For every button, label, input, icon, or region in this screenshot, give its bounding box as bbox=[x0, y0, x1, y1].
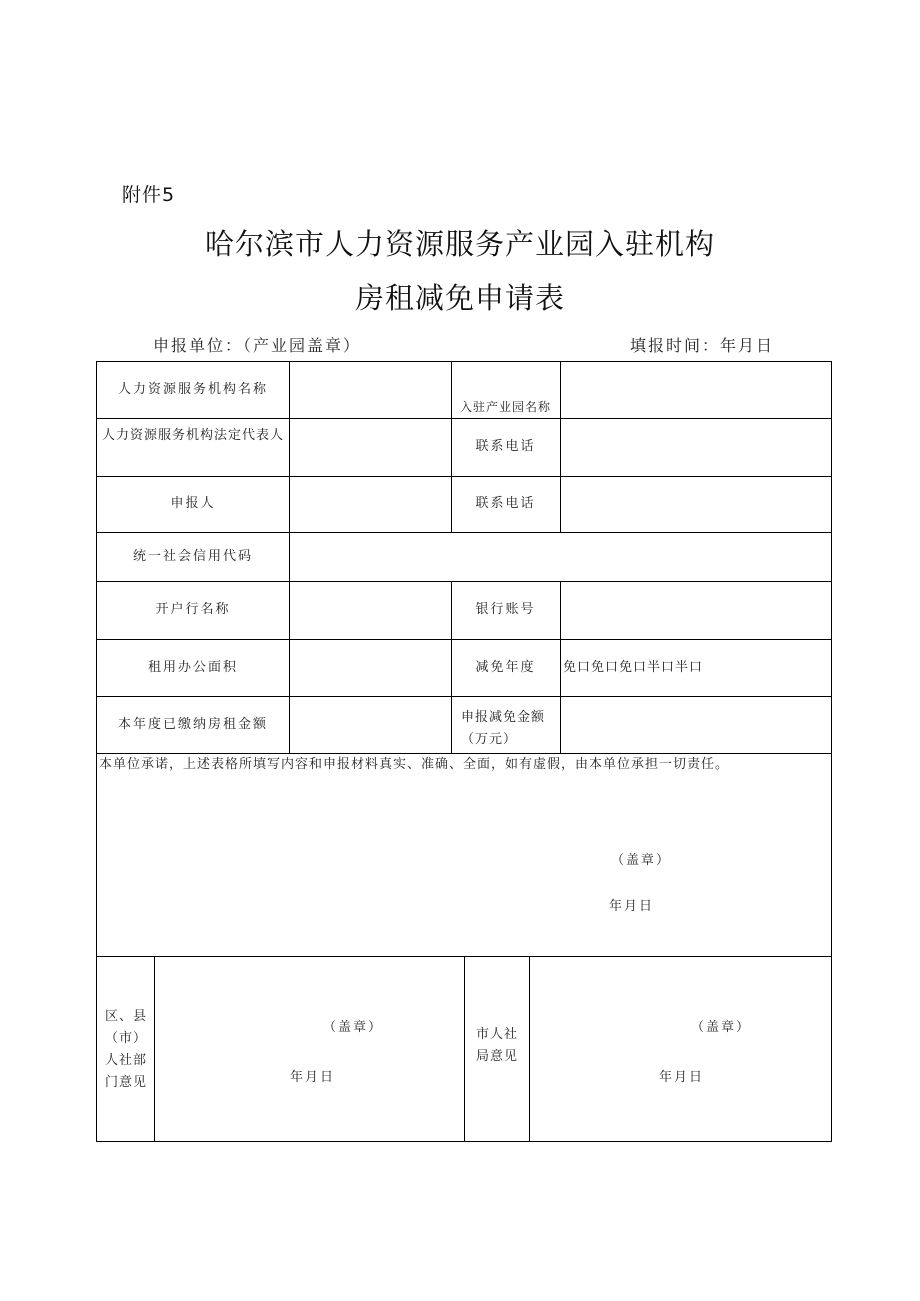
org-name-label: 人力资源服务机构名称 bbox=[117, 382, 268, 397]
contact-phone-label-2: 联系电话 bbox=[475, 496, 536, 511]
park-name-label: 入驻产业园名称 bbox=[459, 400, 551, 414]
rent-paid-label: 本年度已缴纳房租金额 bbox=[117, 717, 268, 732]
fill-time-label: 填报时间：年月日 bbox=[630, 336, 775, 355]
reduction-amount-field[interactable] bbox=[561, 697, 831, 753]
bank-account-label: 银行账号 bbox=[475, 602, 536, 617]
annex-label: 附件5 bbox=[122, 184, 176, 206]
reduction-amount-label: 申报减免金额（万元） bbox=[461, 710, 546, 747]
applicant-field[interactable] bbox=[290, 477, 451, 532]
office-area-field[interactable] bbox=[290, 640, 451, 696]
legal-rep-label: 人力资源服务机构法定代表人 bbox=[101, 428, 284, 443]
contact-phone-label-1: 联系电话 bbox=[475, 439, 536, 454]
reduction-year-options[interactable]: 免口免口免口半口半口 bbox=[563, 660, 704, 675]
credit-code-label: 统一社会信用代码 bbox=[132, 549, 253, 564]
bank-name-field[interactable] bbox=[290, 582, 451, 639]
park-name-field[interactable] bbox=[561, 362, 831, 418]
commitment-seal: （盖章） bbox=[611, 853, 672, 868]
district-date: 年月日 bbox=[290, 1070, 336, 1085]
city-seal: （盖章） bbox=[691, 1020, 752, 1035]
credit-code-field[interactable] bbox=[290, 533, 831, 581]
city-opinion-label: 市人社局意见 bbox=[476, 1027, 519, 1064]
bank-account-field[interactable] bbox=[561, 582, 831, 639]
form-title-line-2: 房租减免申请表 bbox=[354, 281, 565, 315]
contact-phone-field-2[interactable] bbox=[561, 477, 831, 532]
district-seal: （盖章） bbox=[323, 1020, 384, 1035]
commitment-date: 年月日 bbox=[609, 899, 655, 914]
application-form-table bbox=[96, 361, 832, 1142]
legal-rep-field[interactable] bbox=[290, 419, 451, 476]
applicant-label: 申报人 bbox=[170, 496, 216, 511]
bank-name-label: 开户行名称 bbox=[155, 602, 231, 617]
form-title-line-1: 哈尔滨市人力资源服务产业园入驻机构 bbox=[204, 227, 715, 261]
city-date: 年月日 bbox=[659, 1070, 705, 1085]
commitment-text: 本单位承诺，上述表格所填写内容和申报材料真实、准确、全面，如有虚假，由本单位承担一切责任。 bbox=[99, 757, 730, 772]
rent-paid-field[interactable] bbox=[290, 697, 451, 753]
org-name-field[interactable] bbox=[290, 362, 451, 418]
contact-phone-field-1[interactable] bbox=[561, 419, 831, 476]
district-opinion-label: 区、县（市）人社部门意见 bbox=[104, 1009, 147, 1090]
reduction-year-label: 减免年度 bbox=[475, 660, 536, 675]
office-area-label: 租用办公面积 bbox=[147, 660, 238, 675]
applicant-unit-label: 申报单位：（产业园盖章） bbox=[153, 336, 362, 355]
